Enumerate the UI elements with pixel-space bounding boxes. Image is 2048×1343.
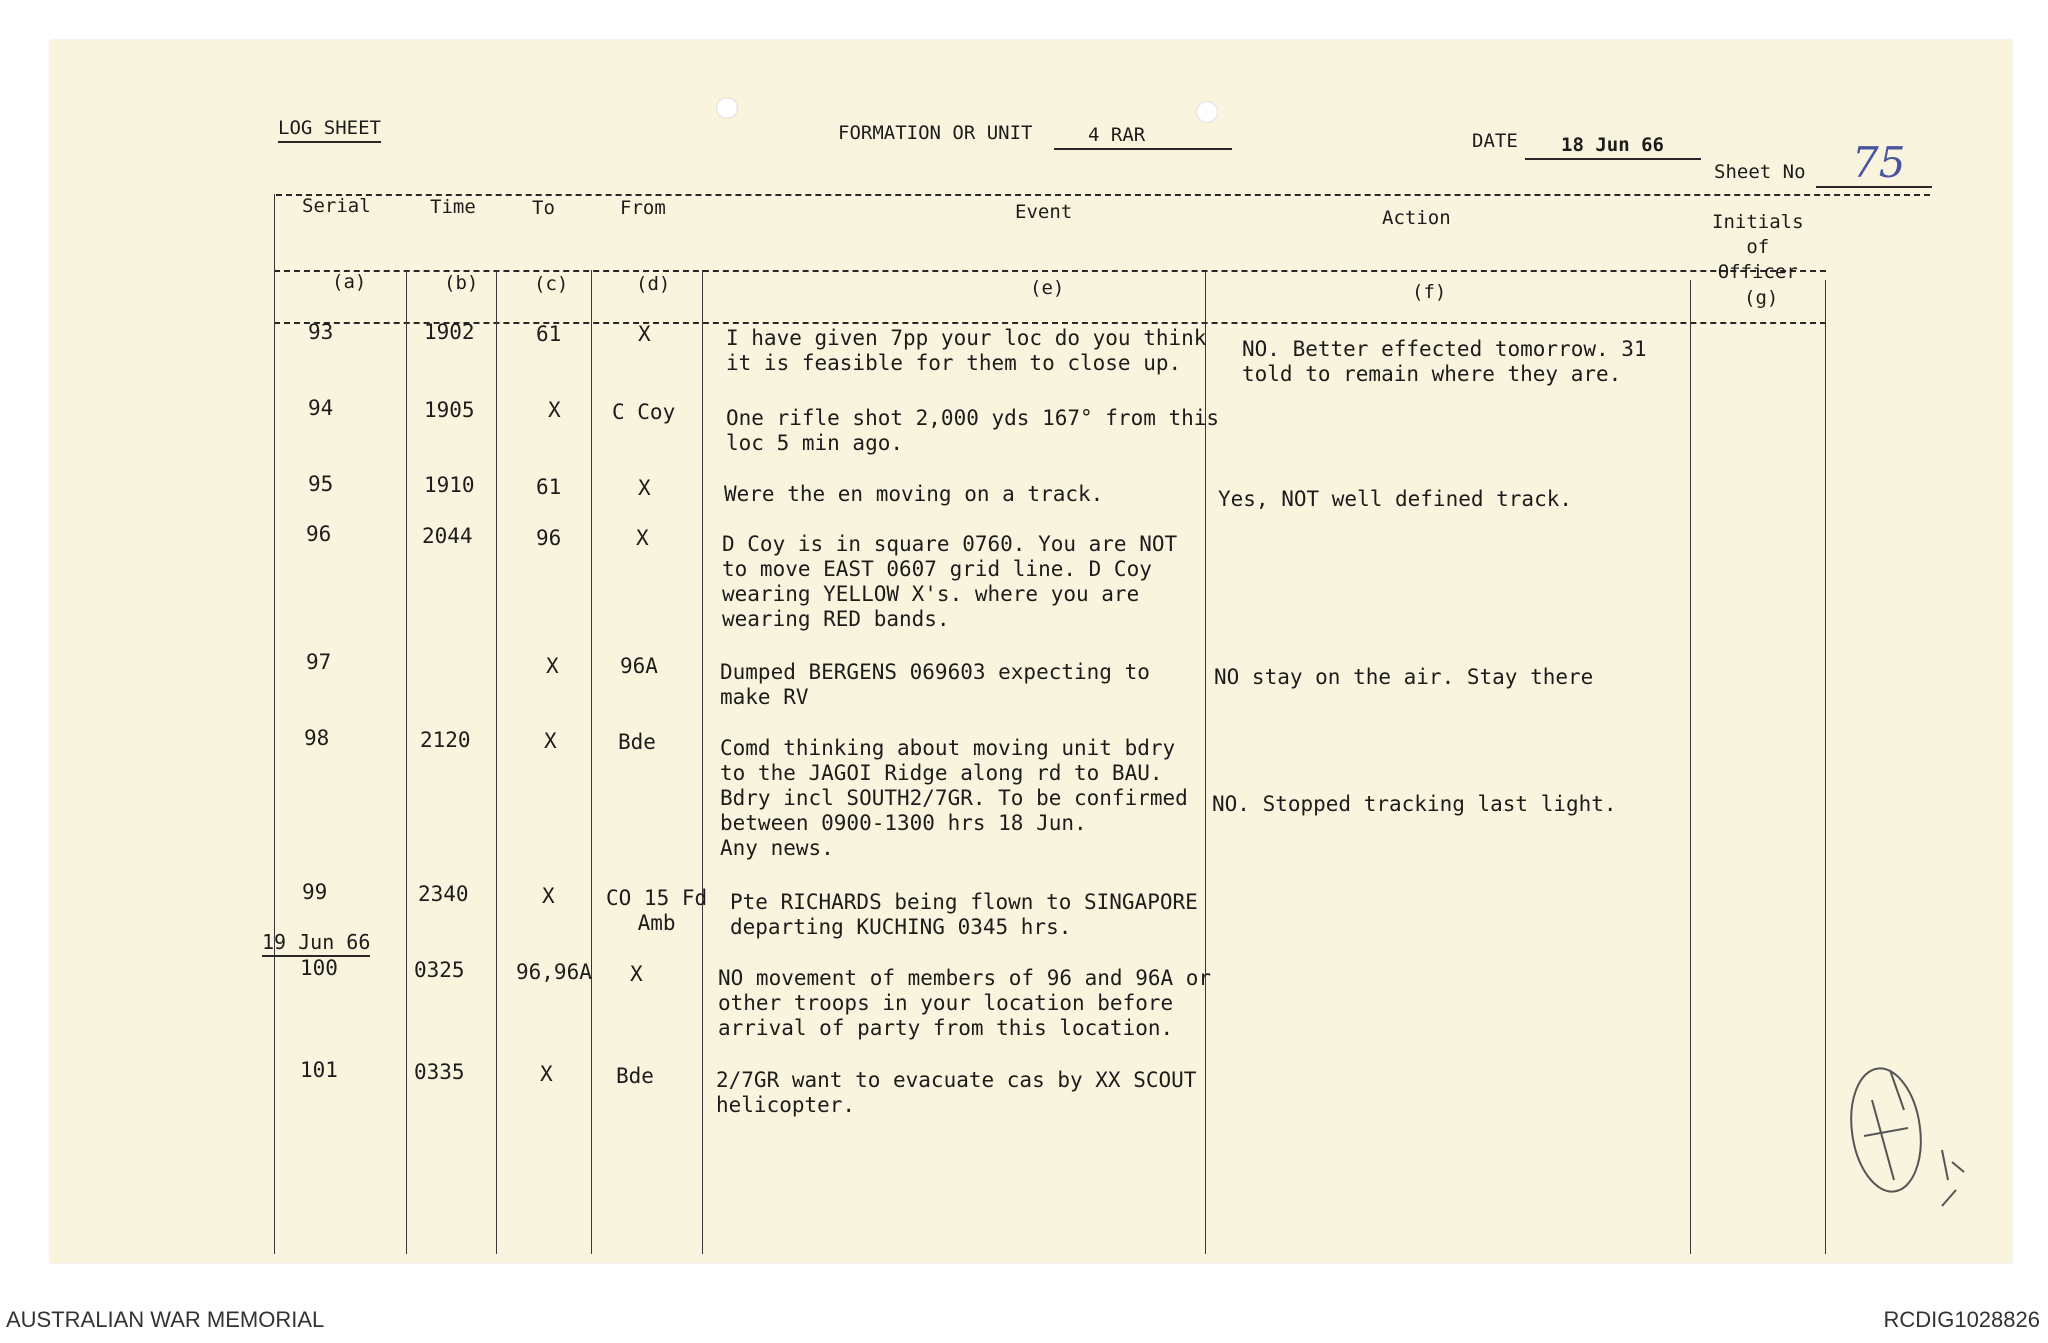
date-change-marker: 19 Jun 66 [262, 930, 370, 957]
row-93-to: 61 [536, 322, 562, 346]
row-93-event: I have given 7pp your loc do you think it is feasible for them to close up. [726, 326, 1207, 375]
row-95-event: Were the en moving on a track. [724, 482, 1104, 506]
row-99-time: 2340 [418, 882, 469, 906]
row-98-event: Comd thinking about moving unit bdry to the JAGOI Ridge along rd to BAU. Bdry incl SOUTH2/7GR. To be confirmed between 0900-1300 hrs 18 Jun. Any news. [720, 736, 1188, 860]
column-header-to: To [532, 197, 555, 219]
table-top-rule [276, 194, 1930, 196]
row-97-event: Dumped BERGENS 069603 expecting to make RV [720, 660, 1150, 709]
sheet-number-handwritten: 75 [1852, 138, 1906, 187]
pencil-scribble-icon [1824, 1040, 1984, 1230]
column-header-action: Action [1382, 207, 1451, 229]
row-93-action: NO. Better effected tomorrow. 31 told to remain where they are. [1242, 337, 1647, 386]
row-97-serial: 97 [306, 650, 332, 674]
row-98-serial: 98 [304, 726, 330, 750]
column-header-time: Time [430, 196, 476, 218]
row-99-event: Pte RICHARDS being flown to SINGAPORE departing KUCHING 0345 hrs. [730, 890, 1198, 939]
column-header-event: Event [1015, 201, 1073, 223]
row-97-to: X [546, 654, 559, 678]
column-code-a: (a) [332, 271, 367, 293]
column-code-g: (g) [1744, 287, 1779, 309]
row-98-time: 2120 [420, 728, 471, 752]
column-code-c: (c) [534, 273, 569, 295]
row-101-to: X [540, 1062, 553, 1086]
row-94-time: 1905 [424, 398, 475, 422]
row-100-serial: 100 [300, 956, 338, 980]
col-divider-action [1690, 280, 1691, 1254]
row-97-action: NO stay on the air. Stay there [1214, 665, 1594, 689]
column-code-f: (f) [1412, 281, 1447, 303]
row-96-from: X [636, 526, 649, 550]
row-99-to: X [542, 884, 555, 908]
row-99-from: CO 15 Fd Amb [606, 886, 708, 935]
sheet-number-label: Sheet No [1714, 161, 1806, 183]
column-code-b: (b) [444, 272, 479, 294]
row-100-to: 96,96A [516, 960, 592, 984]
row-95-from: X [638, 476, 651, 500]
col-divider-from [702, 270, 703, 1254]
row-94-event: One rifle shot 2,000 yds 167° from this loc 5 min ago. [726, 406, 1220, 455]
col-divider-left [274, 194, 275, 1254]
row-101-from: Bde [616, 1064, 654, 1088]
row-95-serial: 95 [308, 472, 334, 496]
date-label: DATE [1472, 130, 1518, 152]
row-96-serial: 96 [306, 522, 332, 546]
row-94-serial: 94 [308, 396, 334, 420]
row-101-event: 2/7GR want to evacuate cas by XX SCOUT helicopter. [716, 1068, 1197, 1117]
sheet-title: LOG SHEET [278, 116, 381, 143]
table-header-bottom-rule [274, 322, 1826, 324]
row-101-serial: 101 [300, 1058, 338, 1082]
column-header-serial: Serial [302, 195, 371, 217]
row-101-time: 0335 [414, 1060, 465, 1084]
row-94-from: C Coy [612, 400, 676, 424]
row-93-serial: 93 [308, 320, 334, 344]
row-96-time: 2044 [422, 524, 473, 548]
col-divider-time [496, 270, 497, 1254]
row-100-event: NO movement of members of 96 and 96A or other troops in your location before arrival of party from this location. [718, 966, 1212, 1040]
unit-value: 4 RAR [1054, 123, 1232, 150]
unit-label: FORMATION OR UNIT [838, 122, 1033, 144]
row-99-serial: 99 [302, 880, 328, 904]
punch-hole-right [1196, 101, 1218, 123]
column-code-rule [274, 270, 1826, 272]
column-code-d: (d) [636, 273, 671, 295]
row-98-to: X [544, 729, 557, 753]
date-value: 18 Jun 66 [1525, 133, 1701, 160]
col-divider-serial [406, 270, 407, 1254]
row-100-from: X [630, 962, 643, 986]
column-code-e: (e) [1030, 277, 1065, 299]
row-94-to: X [548, 398, 561, 422]
column-header-from: From [620, 197, 666, 219]
row-95-time: 1910 [424, 473, 475, 497]
row-97-from: 96A [620, 654, 658, 678]
footer-institution: AUSTRALIAN WAR MEMORIAL [6, 1307, 325, 1332]
col-divider-to [591, 270, 592, 1254]
footer-record-id: RCDIG1028826 [1883, 1307, 2040, 1332]
row-96-event: D Coy is in square 0760. You are NOT to move EAST 0607 grid line. D Coy wearing YELLOW X's. where you are wearing RED bands. [722, 532, 1178, 631]
row-93-time: 1902 [424, 320, 475, 344]
row-98-from: Bde [618, 730, 656, 754]
column-header-initials: Initials of Officer [1712, 211, 1804, 283]
row-93-from: X [638, 322, 651, 346]
row-100-time: 0325 [414, 958, 465, 982]
row-95-action: Yes, NOT well defined track. [1218, 487, 1573, 511]
row-98-action: NO. Stopped tracking last light. [1212, 792, 1617, 816]
row-96-to: 96 [536, 526, 562, 550]
punch-hole-left [716, 97, 738, 119]
row-95-to: 61 [536, 475, 562, 499]
